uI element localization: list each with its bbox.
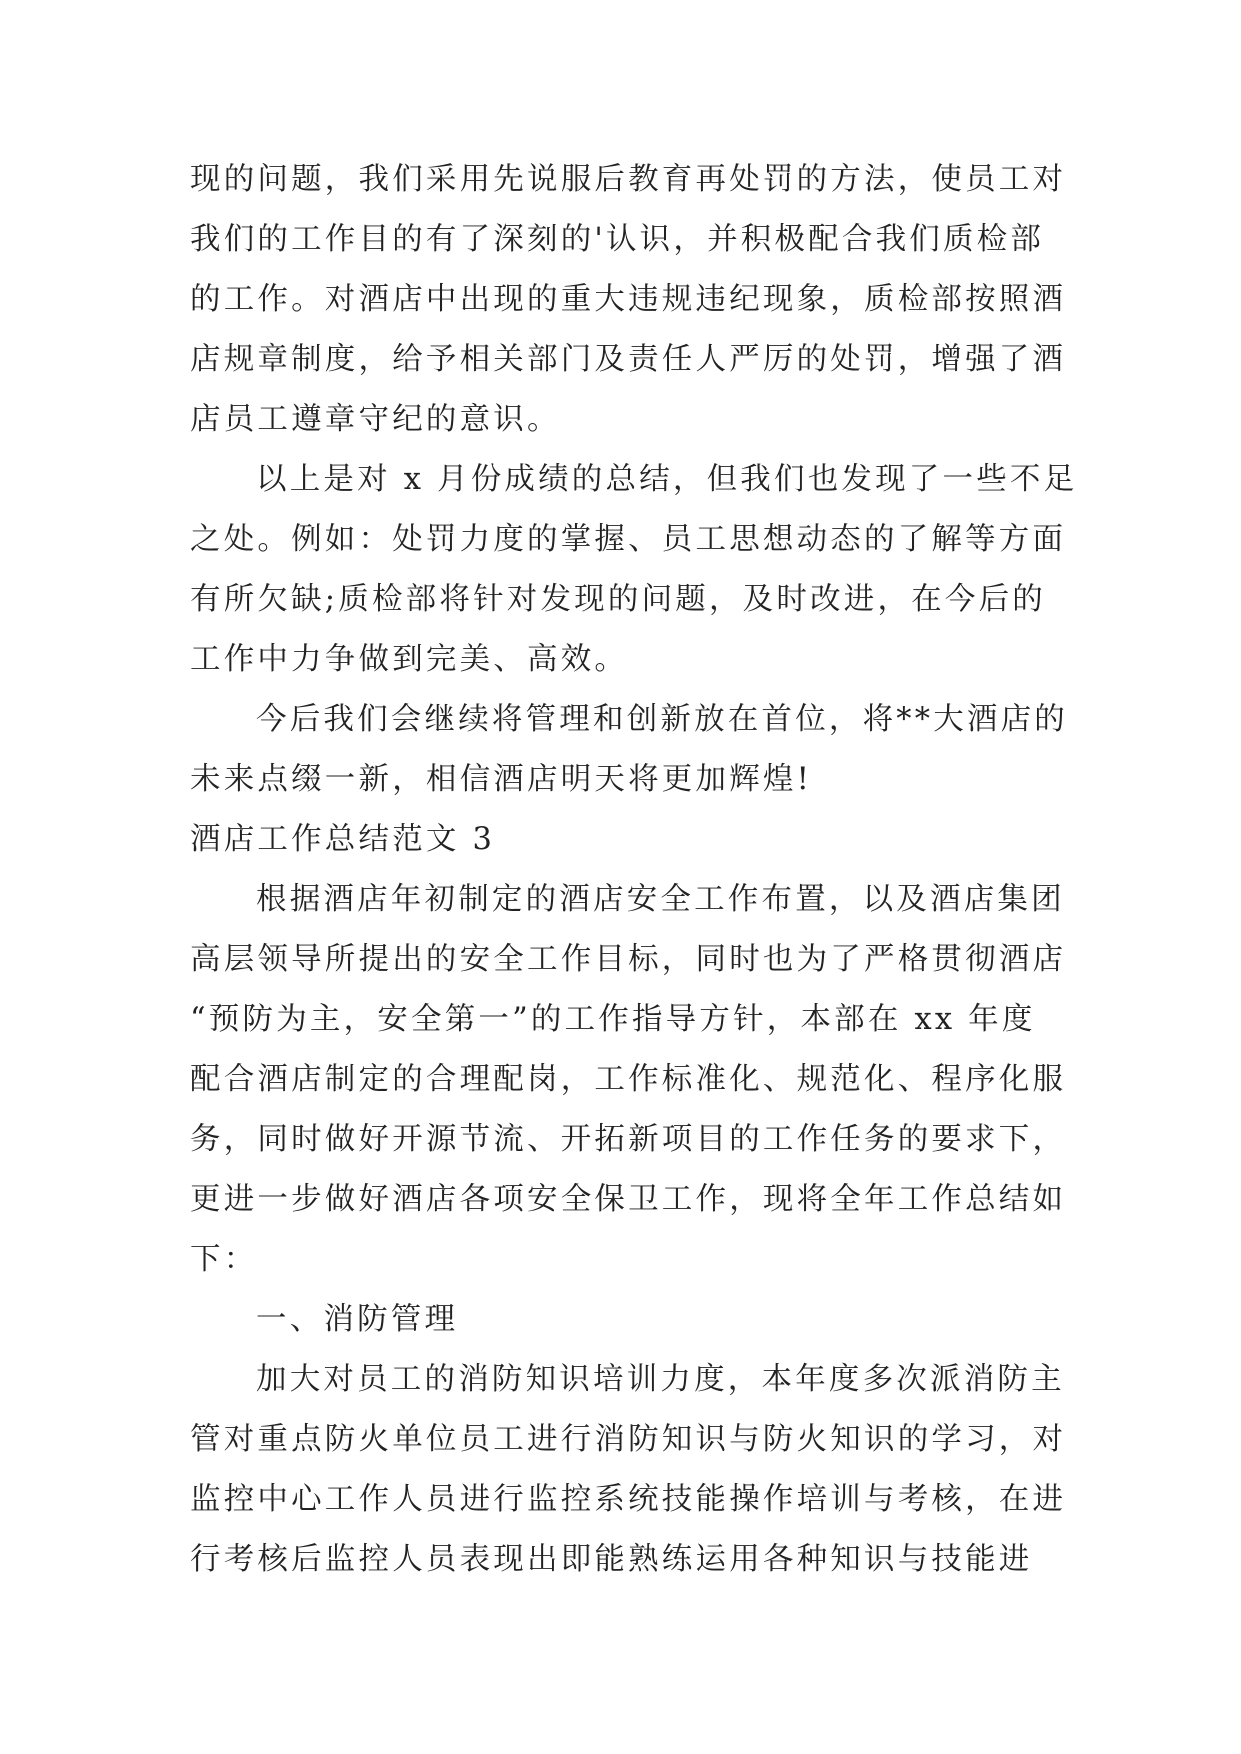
- text-line: 未来点缀一新，相信酒店明天将更加辉煌!: [190, 762, 813, 797]
- text-line: 我们的工作目的有了深刻的'认识，并积极配合我们质检部: [190, 222, 1045, 257]
- text-line: 高层领导所提出的安全工作目标，同时也为了严格贯彻酒店: [190, 942, 1067, 977]
- text-line: 根据酒店年初制定的酒店安全工作布置，以及酒店集团: [256, 882, 1065, 917]
- document-body: [190, 150, 1078, 1590]
- text-line: 下：: [190, 1242, 258, 1277]
- text-line: 的工作。对酒店中出现的重大违规违纪现象，质检部按照酒: [190, 282, 1067, 317]
- text-line: 管对重点防火单位员工进行消防知识与防火知识的学习，对: [190, 1422, 1067, 1457]
- text-line: 有所欠缺;质检部将针对发现的问题，及时改进，在今后的: [190, 582, 1046, 617]
- text-line: 行考核后监控人员表现出即能熟练运用各种知识与技能进: [190, 1542, 1033, 1577]
- text-line: 监控中心工作人员进行监控系统技能操作培训与考核，在进: [190, 1482, 1067, 1517]
- text-line: 今后我们会继续将管理和创新放在首位，将**大酒店的: [256, 702, 1068, 737]
- text-line: 配合酒店制定的合理配岗，工作标准化、规范化、程序化服: [190, 1062, 1067, 1097]
- text-line: 以上是对 x 月份成绩的总结，但我们也发现了一些不足: [256, 462, 1078, 497]
- text-line: 更进一步做好酒店各项安全保卫工作，现将全年工作总结如: [190, 1182, 1067, 1217]
- text-line: 务，同时做好开源节流、开拓新项目的工作任务的要求下，: [190, 1122, 1067, 1157]
- text-line: 店员工遵章守纪的意识。: [190, 402, 561, 437]
- text-line: 店规章制度，给予相关部门及责任人严厉的处罚，增强了酒: [190, 342, 1067, 377]
- text-line: 之处。例如：处罚力度的掌握、员工思想动态的了解等方面: [190, 522, 1067, 557]
- text-line: 加大对员工的消防知识培训力度，本年度多次派消防主: [256, 1362, 1065, 1397]
- text-line: “预防为主，安全第一”的工作指导方针，本部在 xx 年度: [190, 1002, 1036, 1037]
- text-line: 工作中力争做到完美、高效。: [190, 642, 629, 677]
- subsection-heading: 一、消防管理: [256, 1302, 459, 1337]
- section-heading: 酒店工作总结范文 3: [190, 822, 496, 857]
- text-line: 现的问题，我们采用先说服后教育再处罚的方法，使员工对: [190, 162, 1067, 197]
